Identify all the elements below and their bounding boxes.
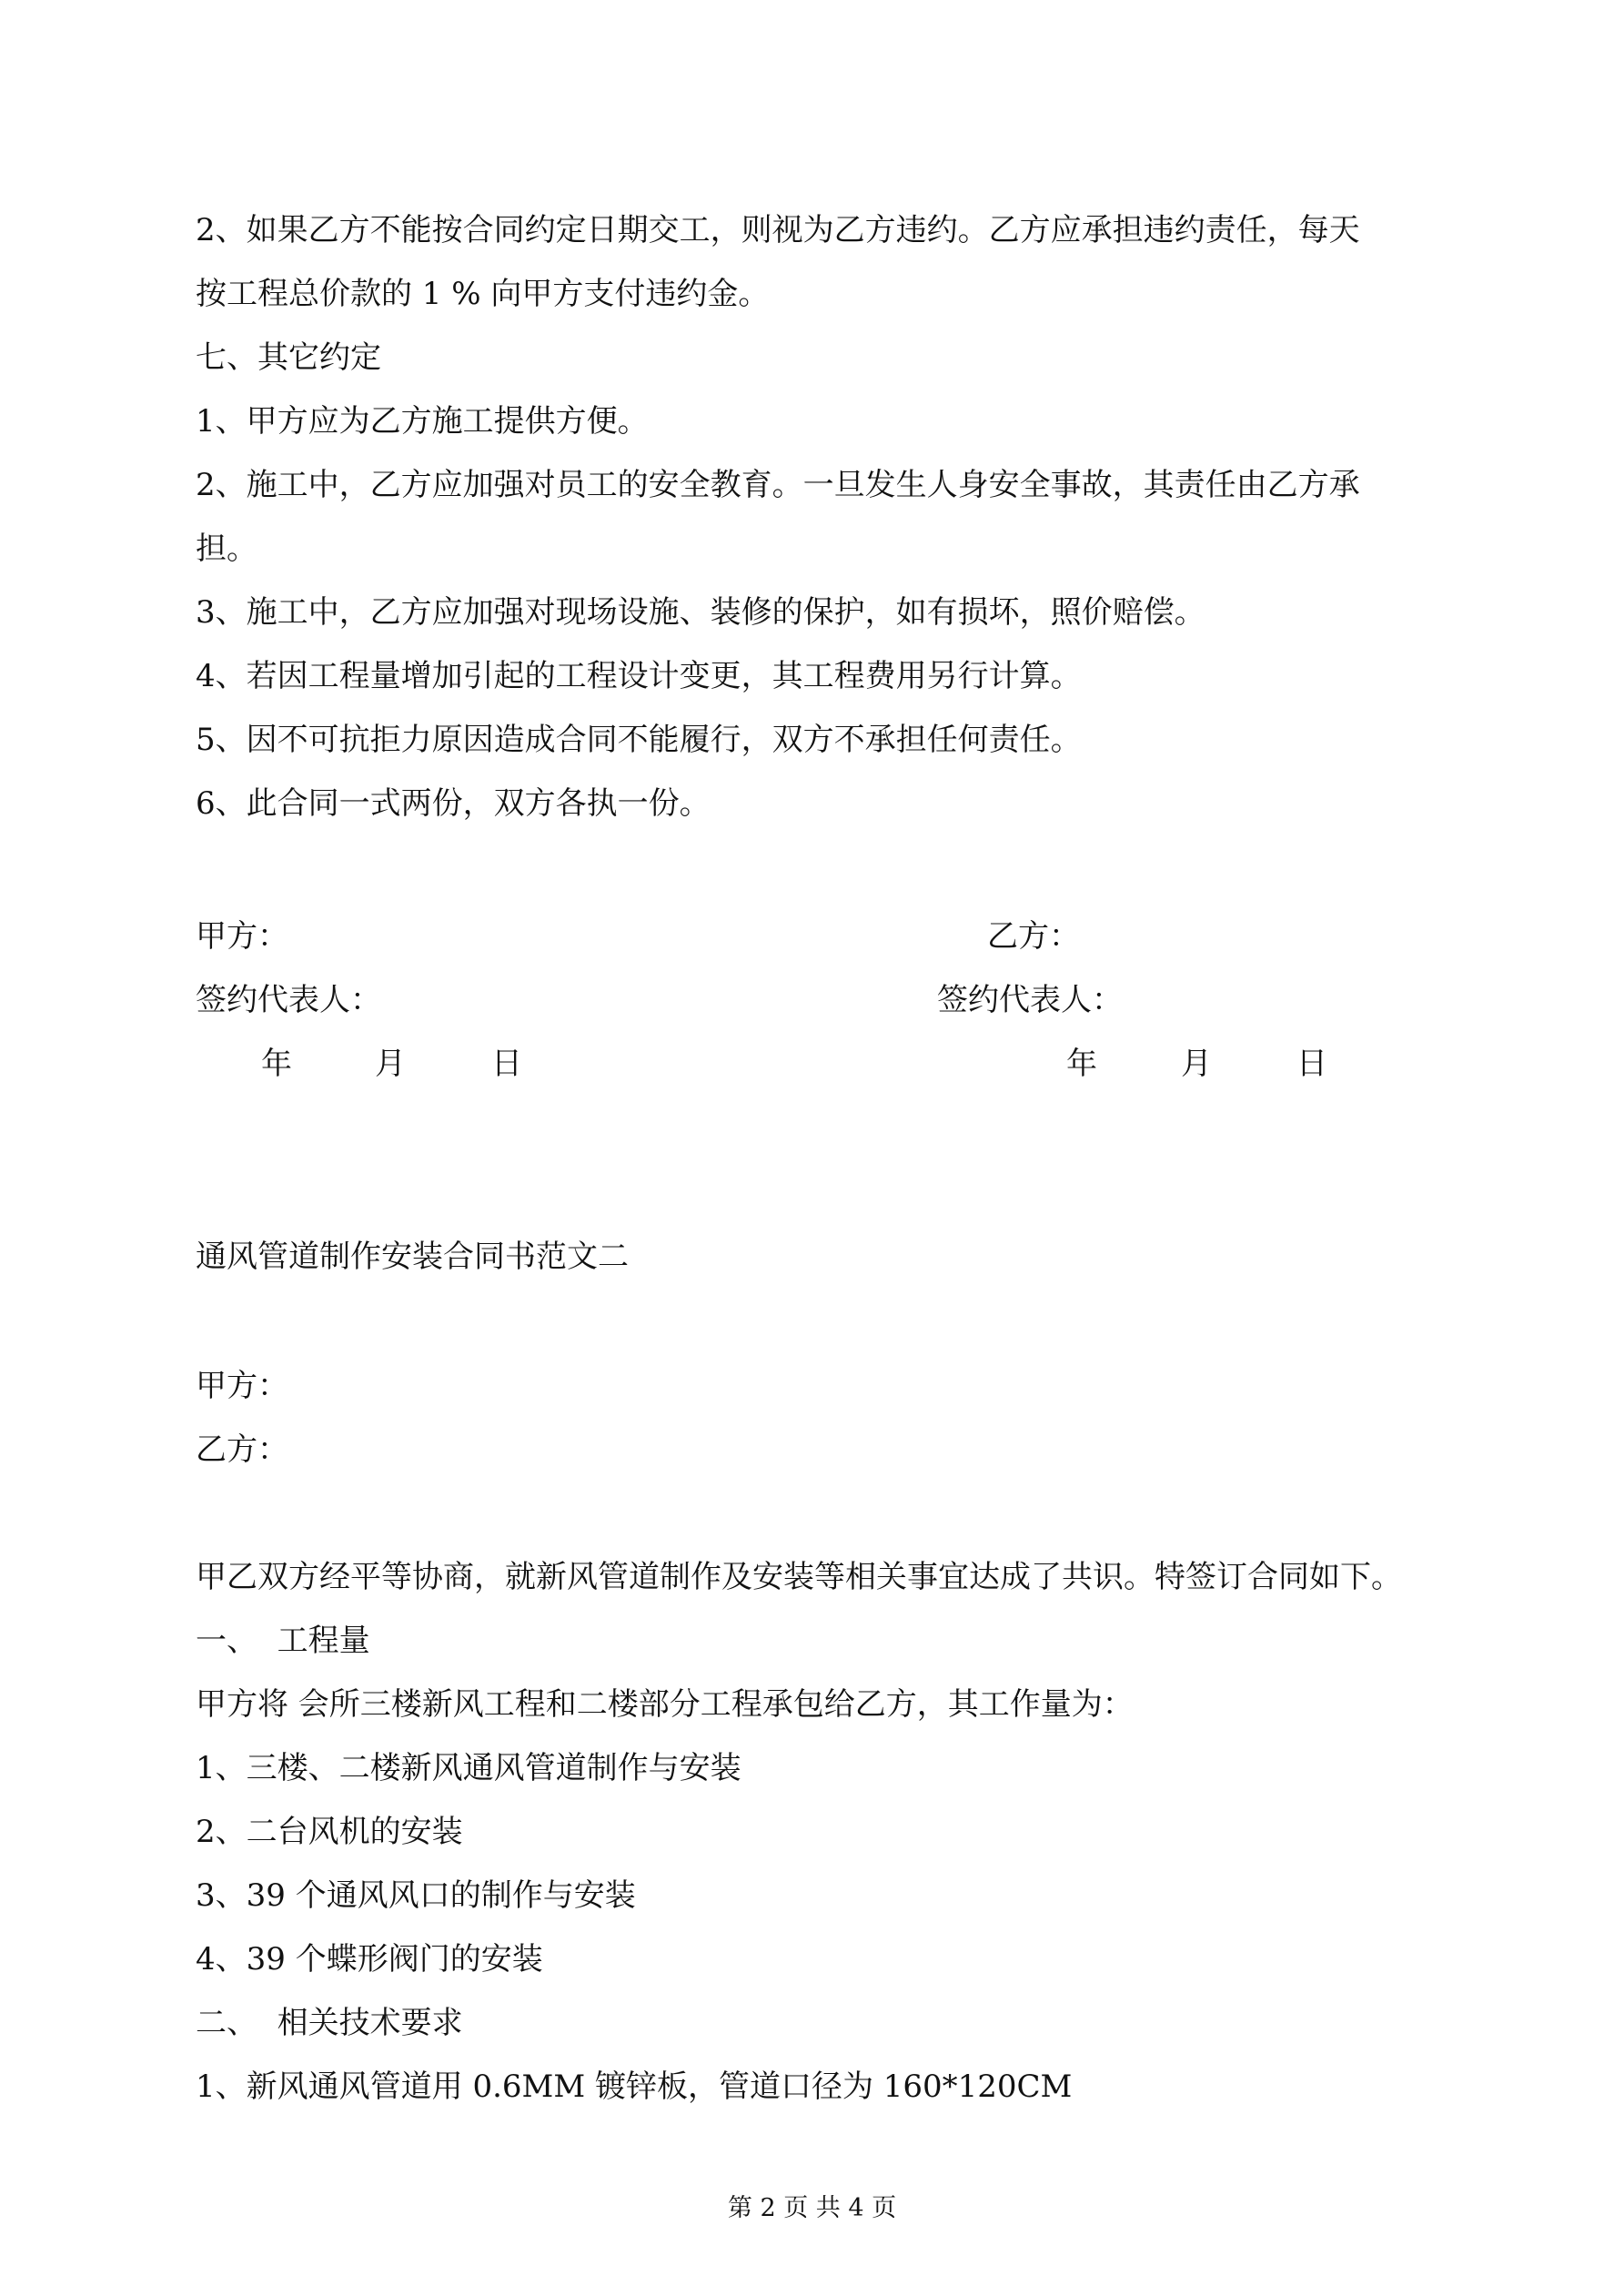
text-line: 4、若因工程量增加引起的工程设计变更，其工程费用另行计算。: [196, 658, 1082, 694]
text-line: 甲乙双方经平等协商，就新风管道制作及安装等相关事宜达成了共识。特签订合同如下。: [196, 1559, 1402, 1595]
text-line: 担。: [196, 531, 257, 567]
text-line: 2、施工中，乙方应加强对员工的安全教育。一旦发生人身安全事故，其责任由乙方承: [196, 467, 1360, 503]
party-a-label: 甲方：: [196, 1368, 288, 1404]
party-a-day-label: 日: [491, 1046, 522, 1082]
section-heading: 七、其它约定: [196, 339, 381, 376]
section-heading: 二、 相关技术要求: [196, 2005, 463, 2041]
party-a-signature-label: 甲方：: [196, 918, 288, 955]
contract-title: 通风管道制作安装合同书范文二: [196, 1239, 629, 1275]
text-line: 1、甲方应为乙方施工提供方便。: [196, 403, 649, 440]
party-b-year-label: 年: [1066, 1046, 1097, 1082]
party-a-year-label: 年: [261, 1046, 292, 1082]
text-line: 4、39 个蝶形阀门的安装: [196, 1941, 543, 1977]
party-b-day-label: 日: [1296, 1046, 1327, 1082]
text-line: 3、39 个通风风口的制作与安装: [196, 1877, 636, 1914]
page-footer: 第 2 页 共 4 页: [727, 2194, 897, 2222]
party-b-month-label: 月: [1181, 1046, 1212, 1082]
text-line: 甲方将 会所三楼新风工程和二楼部分工程承包给乙方，其工作量为：: [196, 1686, 1134, 1723]
text-line: 3、施工中，乙方应加强对现场设施、装修的保护，如有损坏，照价赔偿。: [196, 594, 1205, 631]
text-line: 2、二台风机的安装: [196, 1814, 463, 1850]
section-heading: 一、 工程量: [196, 1623, 370, 1659]
party-b-label: 乙方：: [196, 1431, 288, 1468]
text-line: 按工程总价款的 1 % 向甲方支付违约金。: [196, 276, 770, 312]
text-line: 1、三楼、二楼新风通风管道制作与安装: [196, 1750, 741, 1786]
text-line: 1、新风通风管道用 0.6MM 镀锌板，管道口径为 160*120CM: [196, 2068, 1073, 2105]
party-b-signature-label: 乙方：: [987, 918, 1080, 955]
text-line: 5、因不可抗拒力原因造成合同不能履行，双方不承担任何责任。: [196, 722, 1082, 758]
party-a-representative-label: 签约代表人：: [196, 982, 381, 1018]
text-line: 2、如果乙方不能按合同约定日期交工，则视为乙方违约。乙方应承担违约责任，每天: [196, 212, 1360, 248]
party-a-month-label: 月: [375, 1046, 406, 1082]
text-line: 6、此合同一式两份，双方各执一份。: [196, 785, 711, 822]
party-b-representative-label: 签约代表人：: [937, 982, 1123, 1018]
